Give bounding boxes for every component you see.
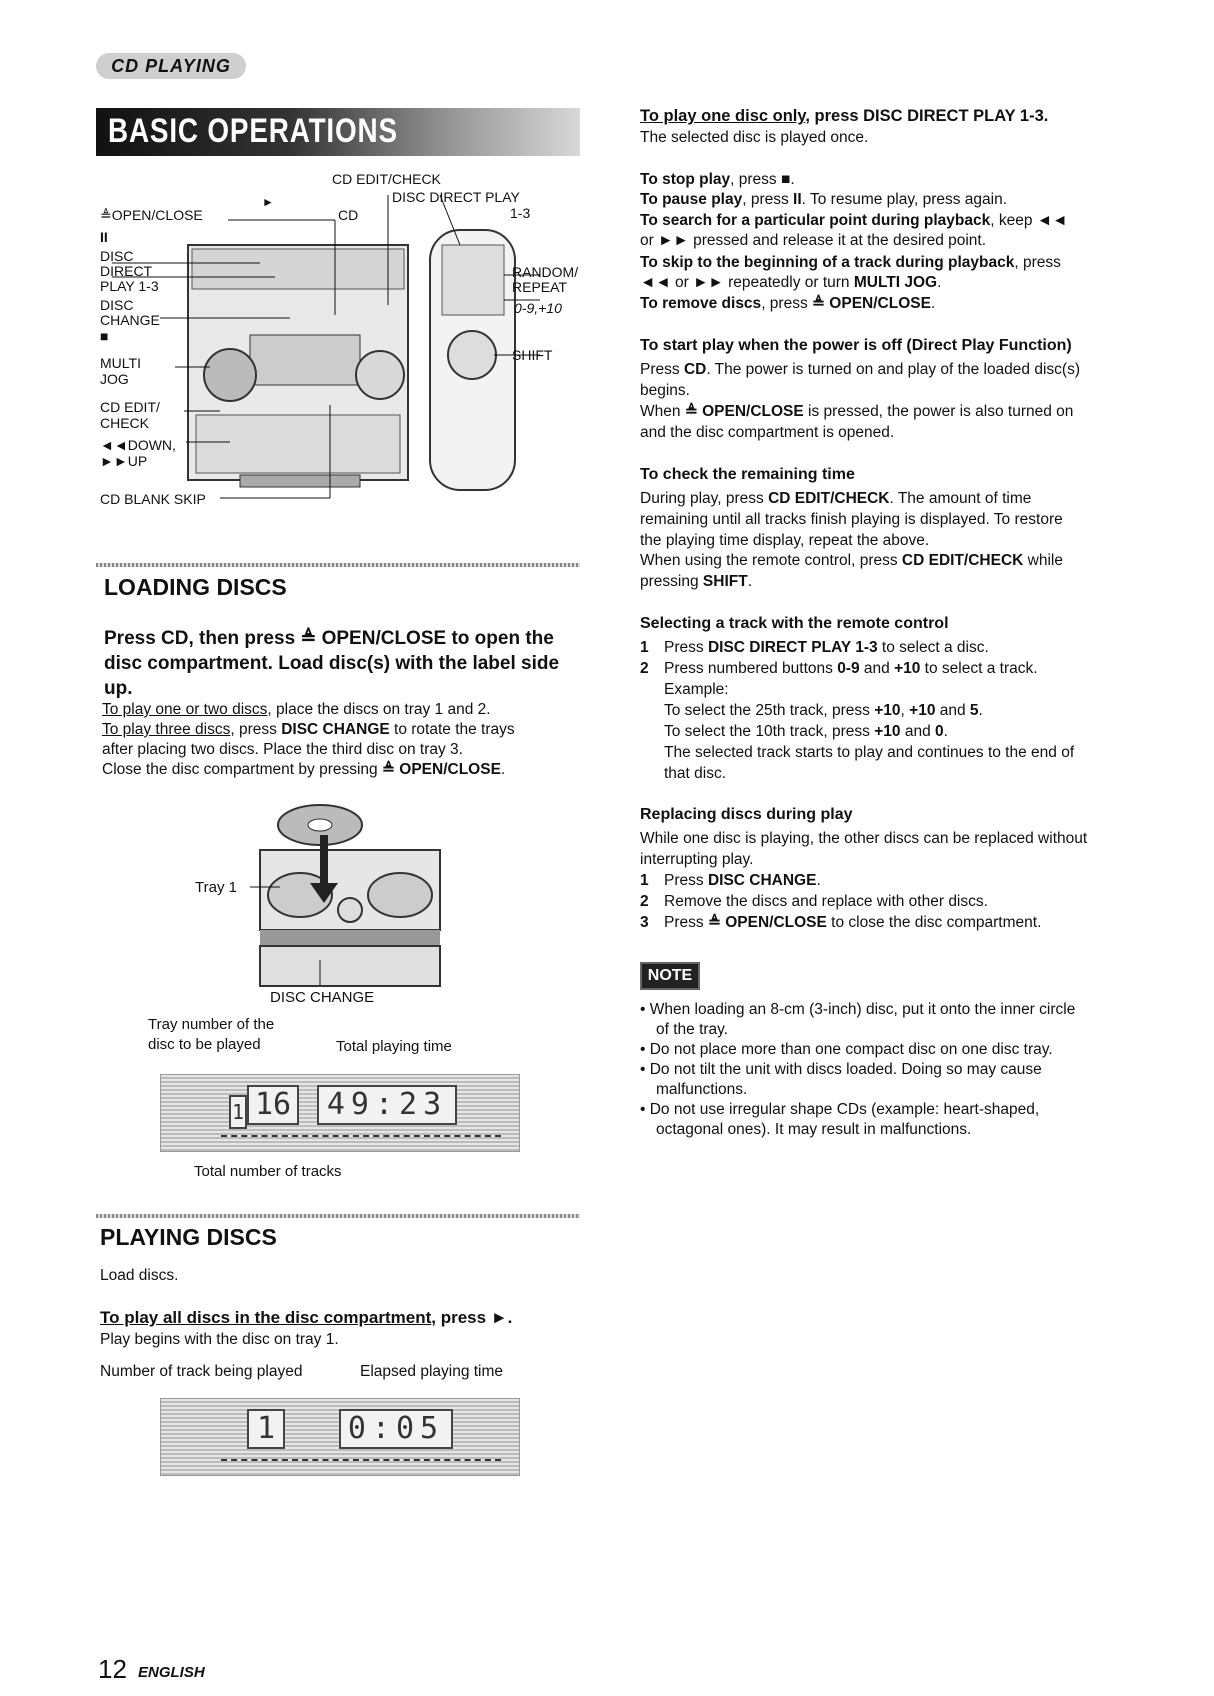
label-repeat: REPEAT [512, 279, 567, 295]
display-elapsed-time: 0:05 [339, 1409, 453, 1449]
remain-5a: pressing [640, 573, 703, 590]
display-playing-dash [221, 1459, 501, 1461]
playing-load: Load discs. [100, 1267, 179, 1284]
remain-5c: . [747, 573, 752, 590]
skip-a: To skip to the beginning of a track during playback [640, 254, 1015, 271]
pause-b: , press [742, 191, 794, 208]
tray-number-label-1: Tray number of the [148, 1016, 275, 1033]
loading-line-2-a: , press [230, 721, 282, 738]
note-4a: • Do not use irregular shape CDs (example: heart-shaped, [640, 1101, 1040, 1118]
remain-4a: When using the remote control, press [640, 552, 902, 569]
note-1a: • When loading an 8-cm (3-inch) disc, put it onto the inner circle [640, 1001, 1076, 1018]
display-loading-dash [221, 1135, 501, 1137]
skip-b: , press [1014, 254, 1061, 271]
replace-s3b: ≜ OPEN/CLOSE [707, 914, 827, 931]
remain-heading: To check the remaining time [640, 466, 855, 483]
display-loading [160, 1074, 520, 1152]
elapsed-time-label: Elapsed playing time [360, 1363, 504, 1380]
label-disc-change-2: CHANGE [100, 312, 160, 328]
display-tray: 1 [229, 1095, 247, 1129]
remain-line-3: the playing time display, repeat the above. [640, 532, 930, 549]
search-b: , keep ◄◄ [990, 212, 1068, 229]
select-2c: and [859, 660, 895, 677]
replace-heading: Replacing discs during play [640, 806, 853, 823]
select-heading: Selecting a track with the remote control [640, 615, 949, 632]
label-disc-direct-play-range: 1-3 [510, 205, 531, 221]
select-example-1 [664, 701, 1114, 721]
loading-line-1 [102, 700, 592, 720]
note-2: • Do not place more than one compact disc on one disc tray. [640, 1041, 1053, 1058]
label-disc-change-1: DISC [100, 297, 134, 313]
skip-line-1 [640, 253, 1120, 273]
select-2b: 0-9 [837, 660, 860, 677]
label-disc-direct-2: DIRECT [100, 263, 153, 279]
pause-d: . To resume play, press again. [801, 191, 1008, 208]
note-3b: malfunctions. [656, 1081, 748, 1098]
remain-1a: During play, press [640, 490, 769, 507]
replace-num-2: 2 [640, 893, 649, 910]
select-1c: to select a disc. [877, 639, 989, 656]
skip-c: ◄◄ or ►► repeatedly or turn [640, 274, 854, 291]
label-up: ►►UP [100, 453, 148, 469]
replace-step-3 [664, 913, 1041, 933]
loading-line-4-b: ≜ OPEN/CLOSE [381, 761, 501, 778]
select-example-2 [664, 722, 1114, 742]
note-3a: • Do not tilt the unit with discs loaded. Doing so may cause [640, 1061, 1042, 1078]
direct-line-3 [640, 402, 1120, 422]
playing-all-rest: , press ►. [431, 1308, 513, 1327]
replace-step-1 [664, 871, 821, 891]
replace-line-2: interrupting play. [640, 851, 754, 868]
tray-label: Tray 1 [195, 879, 237, 896]
select-ex1f: 5 [969, 702, 979, 719]
page-number: 12 [98, 1654, 127, 1684]
direct-line-2: begins. [640, 382, 690, 399]
label-disc-direct-play: DISC DIRECT PLAY [392, 189, 520, 205]
select-example-4: that disc. [664, 765, 727, 782]
label-open-close: ≜OPEN/CLOSE [100, 207, 203, 223]
label-cd: CD [338, 207, 359, 223]
loading-line-4-c: . [500, 761, 506, 778]
label-disc-direct-1: DISC [100, 248, 134, 264]
total-tracks-label: Total number of tracks [194, 1163, 342, 1180]
label-stop: ■ [100, 328, 109, 344]
loading-line-1-rest: , place the discs on tray 1 and 2. [267, 701, 491, 718]
label-multi-jog-1: MULTI [100, 355, 141, 371]
note-1b: of the tray. [656, 1021, 729, 1038]
replace-step-2: Remove the discs and replace with other discs. [664, 893, 988, 910]
select-ex2b: +10 [874, 723, 901, 740]
label-random: RANDOM/ [512, 264, 579, 280]
select-1a: Press [664, 639, 708, 656]
replace-s1a: Press [664, 872, 708, 889]
select-ex1d: +10 [909, 702, 936, 719]
loading-rule [96, 563, 580, 567]
track-being-played-label: Number of track being played [100, 1363, 303, 1380]
replace-s1b: DISC CHANGE [707, 872, 817, 889]
direct-1a: Press [640, 361, 684, 378]
stop-line [640, 170, 1120, 190]
skip-e: . [937, 274, 942, 291]
label-multi-jog-2: JOG [100, 371, 129, 387]
one-disc-u: To play one disc only [640, 107, 806, 125]
one-disc-desc: The selected disc is played once. [640, 129, 869, 146]
search-line-2: or ►► pressed and release it at the desired point. [640, 232, 987, 249]
page-title-bar [96, 108, 580, 156]
remain-5b: SHIFT [702, 573, 748, 590]
direct-3b: ≜ OPEN/CLOSE [684, 403, 804, 420]
remain-line-2: remaining until all tracks finish playing is displayed. To restore [640, 511, 1063, 528]
remove-b: , press [761, 295, 813, 312]
loading-line-2-b: DISC CHANGE [281, 721, 390, 738]
select-1b: DISC DIRECT PLAY 1-3 [707, 639, 878, 656]
replace-s3c: to close the disc compartment. [826, 914, 1042, 931]
display-playing [160, 1398, 520, 1476]
remove-c: ≜ OPEN/CLOSE [812, 295, 931, 312]
label-shift: SHIFT [512, 347, 553, 363]
select-num-1: 1 [640, 639, 649, 656]
replace-s3a: Press [664, 914, 708, 931]
one-disc-line [640, 106, 1120, 126]
search-a: To search for a particular point during playback [640, 212, 991, 229]
note-badge: NOTE [640, 962, 700, 990]
playing-all-u: To play all discs in the disc compartment [100, 1308, 432, 1327]
disc-change-label: DISC CHANGE [270, 989, 375, 1006]
playing-heading: PLAYING DISCS [100, 1224, 277, 1250]
remain-line-5 [640, 572, 1120, 592]
direct-3c: is pressed, the power is also turned on [803, 403, 1074, 420]
select-ex2c: and [900, 723, 935, 740]
loading-line-2-c: to rotate the trays [389, 721, 515, 738]
remain-line-4 [640, 551, 1120, 571]
remain-4b: CD EDIT/CHECK [901, 552, 1024, 569]
select-ex1g: . [978, 702, 983, 719]
loading-line-4 [102, 760, 592, 780]
label-cd-edit-2: CHECK [100, 415, 150, 431]
label-cd-edit-check: CD EDIT/CHECK [332, 171, 441, 187]
stop-b: , press ■. [730, 171, 795, 188]
page-title: BASIC OPERATIONS [108, 112, 398, 150]
select-2d: +10 [894, 660, 921, 677]
direct-1c: . The power is turned on and play of the loaded disc(s) [706, 361, 1080, 378]
select-ex1b: +10 [874, 702, 901, 719]
remain-1b: CD EDIT/CHECK [768, 490, 890, 507]
page-language: ENGLISH [138, 1664, 205, 1681]
total-time-label: Total playing time [336, 1038, 452, 1055]
label-pause: II [100, 229, 108, 245]
select-ex2a: To select the 10th track, press [664, 723, 875, 740]
label-down: ◄◄DOWN, [100, 437, 176, 453]
select-ex1c: , [900, 702, 910, 719]
loading-lead: Press CD, then press ≜ OPEN/CLOSE to open the disc compartment. Load disc(s) with the label side up. [104, 628, 560, 699]
loading-line-4-a: Close the disc compartment by pressing [102, 761, 382, 778]
replace-line-1: While one disc is playing, the other discs can be replaced without [640, 830, 1088, 847]
remain-4c: while [1023, 552, 1063, 569]
loading-line-2 [102, 720, 592, 740]
replace-num-3: 3 [640, 914, 649, 931]
select-example: Example: [664, 681, 729, 698]
tray-number-label-2: disc to be played [148, 1036, 261, 1053]
select-num-2: 2 [640, 660, 649, 677]
direct-line-1 [640, 360, 1120, 380]
pause-line [640, 190, 1120, 210]
direct-line-4: and the disc compartment is opened. [640, 424, 895, 441]
stop-a: To stop play [640, 171, 731, 188]
direct-3a: When [640, 403, 685, 420]
select-example-3: The selected track starts to play and continues to the end of [664, 744, 1075, 761]
pause-c: II [793, 191, 802, 208]
replace-num-1: 1 [640, 872, 649, 889]
playing-rule [96, 1214, 580, 1218]
label-cd-blank-skip: CD BLANK SKIP [100, 491, 206, 507]
skip-d: MULTI JOG [853, 274, 938, 291]
remain-line-1 [640, 489, 1120, 509]
select-ex1e: and [935, 702, 970, 719]
replace-s1c: . [816, 872, 821, 889]
one-disc-rest: , press DISC DIRECT PLAY 1-3. [805, 107, 1049, 125]
remain-1c: . The amount of time [889, 490, 1032, 507]
search-line-1 [640, 211, 1120, 231]
label-disc-direct-3: PLAY 1-3 [100, 278, 159, 294]
select-step-1 [664, 638, 1114, 658]
section-tag: CD PLAYING [96, 53, 246, 79]
remove-d: . [930, 295, 936, 312]
select-2e: to select a track. [920, 660, 1038, 677]
display-total-time: 49:23 [317, 1085, 457, 1125]
loading-heading: LOADING DISCS [104, 574, 287, 600]
unit-diagram [100, 171, 590, 545]
direct-play-heading: To start play when the power is off (Direct Play Function) [640, 337, 1072, 354]
label-cd-edit-1: CD EDIT/ [100, 399, 160, 415]
select-ex2e: . [943, 723, 948, 740]
note-4b: octagonal ones). It may result in malfunctions. [656, 1121, 972, 1138]
loading-line-3: after placing two discs. Place the third disc on tray 3. [102, 741, 463, 758]
remove-line [640, 294, 1120, 314]
display-track: 1 [247, 1409, 285, 1449]
label-numbers: 0-9,+10 [514, 300, 562, 316]
playing-begins: Play begins with the disc on tray 1. [100, 1331, 339, 1348]
select-2a: Press numbered buttons [664, 660, 838, 677]
pause-a: To pause play [640, 191, 743, 208]
label-play-symbol: ► [262, 195, 274, 209]
loading-line-2-u: To play three discs [102, 721, 231, 738]
select-step-2 [664, 659, 1114, 679]
skip-line-2 [640, 273, 1120, 293]
playing-all [100, 1308, 512, 1328]
select-ex2d: 0 [935, 723, 944, 740]
direct-1b: CD [683, 361, 707, 378]
select-ex1a: To select the 25th track, press [664, 702, 875, 719]
display-tracks: 16 [247, 1085, 299, 1125]
loading-line-1-u: To play one or two discs [102, 701, 268, 718]
remove-a: To remove discs [640, 295, 762, 312]
